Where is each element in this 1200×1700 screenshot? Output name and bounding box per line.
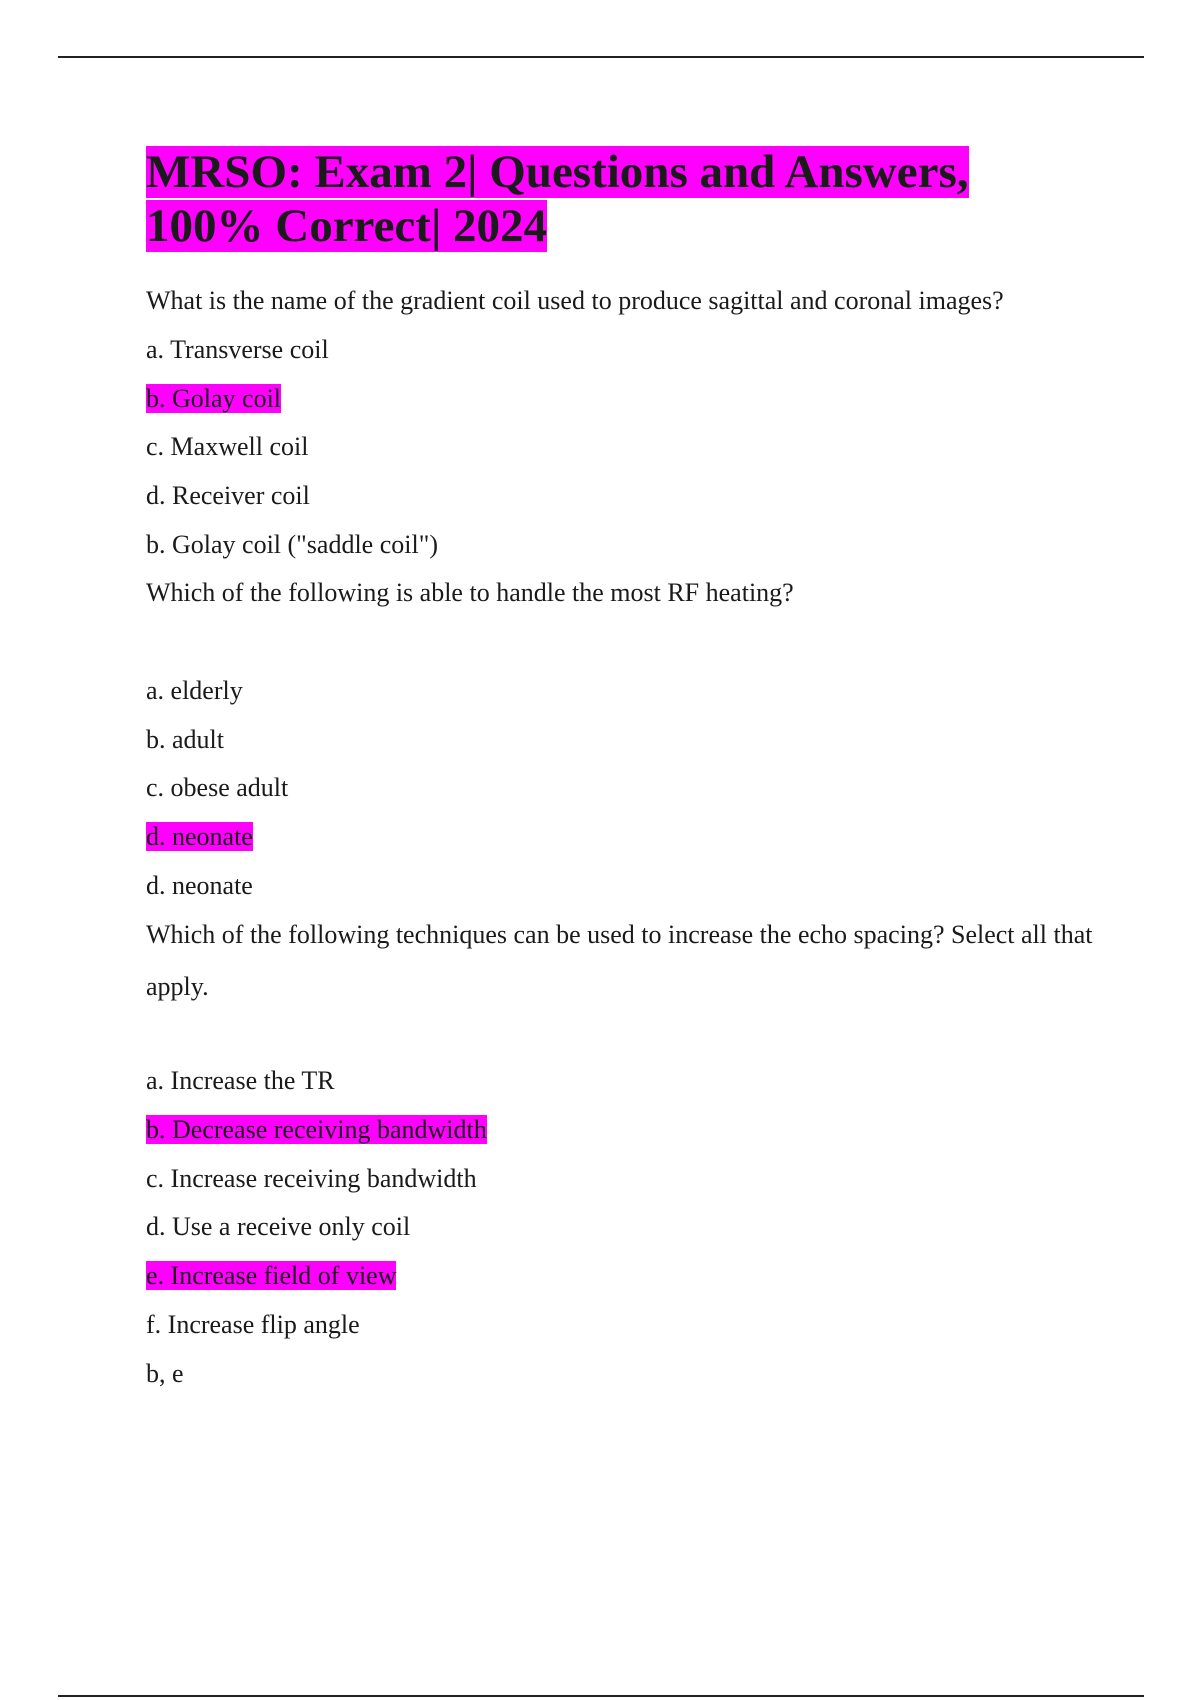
option-item: a. Increase the TR — [146, 1066, 335, 1095]
option-item: d. Receiver coil — [146, 481, 310, 510]
option-item: c. Maxwell coil — [146, 432, 309, 461]
option-item: d. Use a receive only coil — [146, 1212, 411, 1241]
option-item: c. Increase receiving bandwidth — [146, 1164, 477, 1193]
option-item: c. obese adult — [146, 773, 289, 802]
question-text: Which of the following is able to handle the most RF heating? — [146, 578, 794, 607]
option-item: b. adult — [146, 725, 224, 754]
title-line-2: 100% Correct| 2024 — [146, 200, 548, 252]
question-text: What is the name of the gradient coil used to produce sagittal and coronal images? — [146, 286, 1004, 315]
option-item-highlighted: b. Decrease receiving bandwidth — [146, 1115, 487, 1144]
header-rule — [58, 56, 1144, 58]
answer-text: d. neonate — [146, 871, 253, 900]
title-line-1: MRSO: Exam 2| Questions and Answers, — [146, 146, 969, 198]
footer-rule — [58, 1695, 1144, 1697]
option-item: a. elderly — [146, 676, 243, 705]
answer-text: b. Golay coil ("saddle coil") — [146, 530, 438, 559]
option-item: f. Increase flip angle — [146, 1310, 360, 1339]
option-item-highlighted: b. Golay coil — [146, 384, 282, 413]
answer-text: b, e — [146, 1359, 184, 1388]
option-item-highlighted: d. neonate — [146, 822, 253, 851]
option-item: a. Transverse coil — [146, 335, 329, 364]
page-title — [146, 145, 1046, 253]
option-item-highlighted: e. Increase field of view — [146, 1261, 397, 1290]
question-text: Which of the following techniques can be used to increase the echo spacing? Select all that apply. — [146, 920, 1093, 1001]
